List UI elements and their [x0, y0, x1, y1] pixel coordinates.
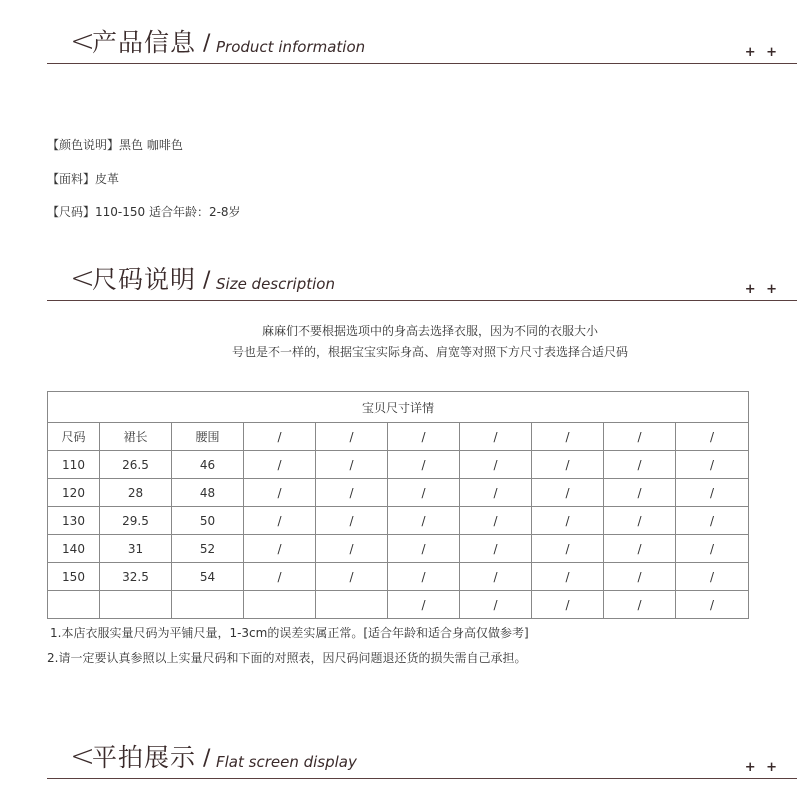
table-cell: /: [460, 479, 532, 507]
header-cell: 腰围: [172, 423, 244, 451]
table-cell: /: [676, 591, 749, 619]
header-cell: /: [532, 423, 604, 451]
table-cell: 29.5: [100, 507, 172, 535]
header-cell: /: [460, 423, 532, 451]
table-cell: [100, 591, 172, 619]
table-cell: /: [604, 535, 676, 563]
table-cell: /: [604, 451, 676, 479]
table-cell: 110: [48, 451, 100, 479]
table-cell: /: [676, 535, 749, 563]
size-range-description: 【尺码】110-150 适合年龄：2-8岁: [47, 205, 241, 219]
section-header-product-info: [0, 20, 800, 60]
size-table-caption: 宝贝尺寸详情: [48, 392, 749, 423]
table-cell: /: [244, 451, 316, 479]
table-cell: 120: [48, 479, 100, 507]
table-cell: [244, 591, 316, 619]
section-header-size-desc: [0, 257, 800, 297]
size-intro-line-1: 麻麻们不要根据选项中的身高去选择衣服，因为不同的衣服大小: [261, 324, 598, 338]
table-cell: [316, 591, 388, 619]
header-cell: /: [316, 423, 388, 451]
table-cell: 150: [48, 563, 100, 591]
header-cell: 尺码: [48, 423, 100, 451]
table-cell: /: [316, 451, 388, 479]
chevron-left-icon: <: [70, 261, 96, 296]
table-row: [48, 451, 749, 479]
table-cell: /: [532, 507, 604, 535]
table-cell: /: [604, 479, 676, 507]
table-cell: 130: [48, 507, 100, 535]
table-row: [48, 479, 749, 507]
table-cell: /: [460, 451, 532, 479]
table-cell: /: [676, 451, 749, 479]
section-title-en: Flat screen display: [216, 753, 357, 771]
table-cell: /: [604, 591, 676, 619]
header-cell: /: [604, 423, 676, 451]
table-row: [48, 535, 749, 563]
section-header-flat-display: [0, 735, 800, 775]
table-cell: /: [316, 535, 388, 563]
table-cell: /: [244, 563, 316, 591]
table-cell: /: [460, 563, 532, 591]
table-cell: /: [532, 451, 604, 479]
table-cell: /: [388, 591, 460, 619]
section-divider-line: [47, 778, 797, 779]
section-divider-line: [47, 63, 797, 64]
color-description: 【颜色说明】黑色 咖啡色: [47, 138, 183, 152]
chevron-left-icon: <: [70, 739, 96, 774]
table-cell: 46: [172, 451, 244, 479]
table-cell: 52: [172, 535, 244, 563]
header-cell: 裙长: [100, 423, 172, 451]
table-cell: /: [676, 563, 749, 591]
table-cell: 31: [100, 535, 172, 563]
table-row: [48, 563, 749, 591]
section-title-cn: 产品信息: [92, 28, 197, 57]
table-cell: 32.5: [100, 563, 172, 591]
table-cell: /: [532, 591, 604, 619]
plus-decoration: + +: [744, 45, 780, 60]
size-intro-line-2: 号也是不一样的，根据宝宝实际身高、肩宽等对照下方尺寸表选择合适尺码: [231, 345, 628, 359]
table-cell: /: [676, 507, 749, 535]
table-cell: /: [460, 507, 532, 535]
header-cell: /: [676, 423, 749, 451]
table-cell: /: [388, 451, 460, 479]
table-row: [48, 507, 749, 535]
section-divider-line: [47, 300, 797, 301]
header-cell: /: [244, 423, 316, 451]
table-cell: 48: [172, 479, 244, 507]
table-cell: /: [460, 591, 532, 619]
table-cell: /: [316, 507, 388, 535]
section-divider-slash: /: [203, 31, 211, 56]
table-cell: 28: [100, 479, 172, 507]
table-cell: /: [388, 507, 460, 535]
table-cell: /: [388, 563, 460, 591]
size-note-1: 1.本店衣服实量尺码为平铺尺量，1-3cm的误差实属正常。[适合年龄和适合身高仅做参考]: [50, 626, 529, 640]
plus-decoration: + +: [744, 760, 780, 775]
table-cell: [172, 591, 244, 619]
table-row: [48, 591, 749, 619]
table-cell: /: [532, 535, 604, 563]
material-description: 【面料】皮革: [47, 172, 120, 186]
section-divider-slash: /: [203, 268, 211, 293]
size-note-2: 2.请一定要认真参照以上实量尺码和下面的对照表，因尺码问题退还货的损失需自己承担。: [47, 651, 527, 665]
chevron-left-icon: <: [70, 24, 96, 59]
section-title-en: Product information: [216, 38, 366, 56]
table-cell: /: [604, 507, 676, 535]
table-cell: [48, 591, 100, 619]
table-cell: /: [460, 535, 532, 563]
section-title-cn: 尺码说明: [92, 265, 197, 294]
table-cell: /: [244, 535, 316, 563]
header-cell: /: [388, 423, 460, 451]
table-cell: /: [244, 507, 316, 535]
table-cell: /: [244, 479, 316, 507]
table-cell: 54: [172, 563, 244, 591]
table-cell: /: [604, 563, 676, 591]
table-cell: /: [532, 563, 604, 591]
table-cell: /: [388, 535, 460, 563]
table-header-row: [48, 423, 749, 451]
section-title-en: Size description: [216, 275, 335, 293]
table-cell: 50: [172, 507, 244, 535]
table-cell: /: [532, 479, 604, 507]
section-divider-slash: /: [203, 746, 211, 771]
table-cell: /: [316, 479, 388, 507]
section-title-cn: 平拍展示: [92, 743, 197, 772]
table-cell: /: [388, 479, 460, 507]
table-cell: /: [316, 563, 388, 591]
table-cell: 140: [48, 535, 100, 563]
size-table: [47, 391, 749, 619]
table-cell: /: [676, 479, 749, 507]
table-cell: 26.5: [100, 451, 172, 479]
plus-decoration: + +: [744, 282, 780, 297]
